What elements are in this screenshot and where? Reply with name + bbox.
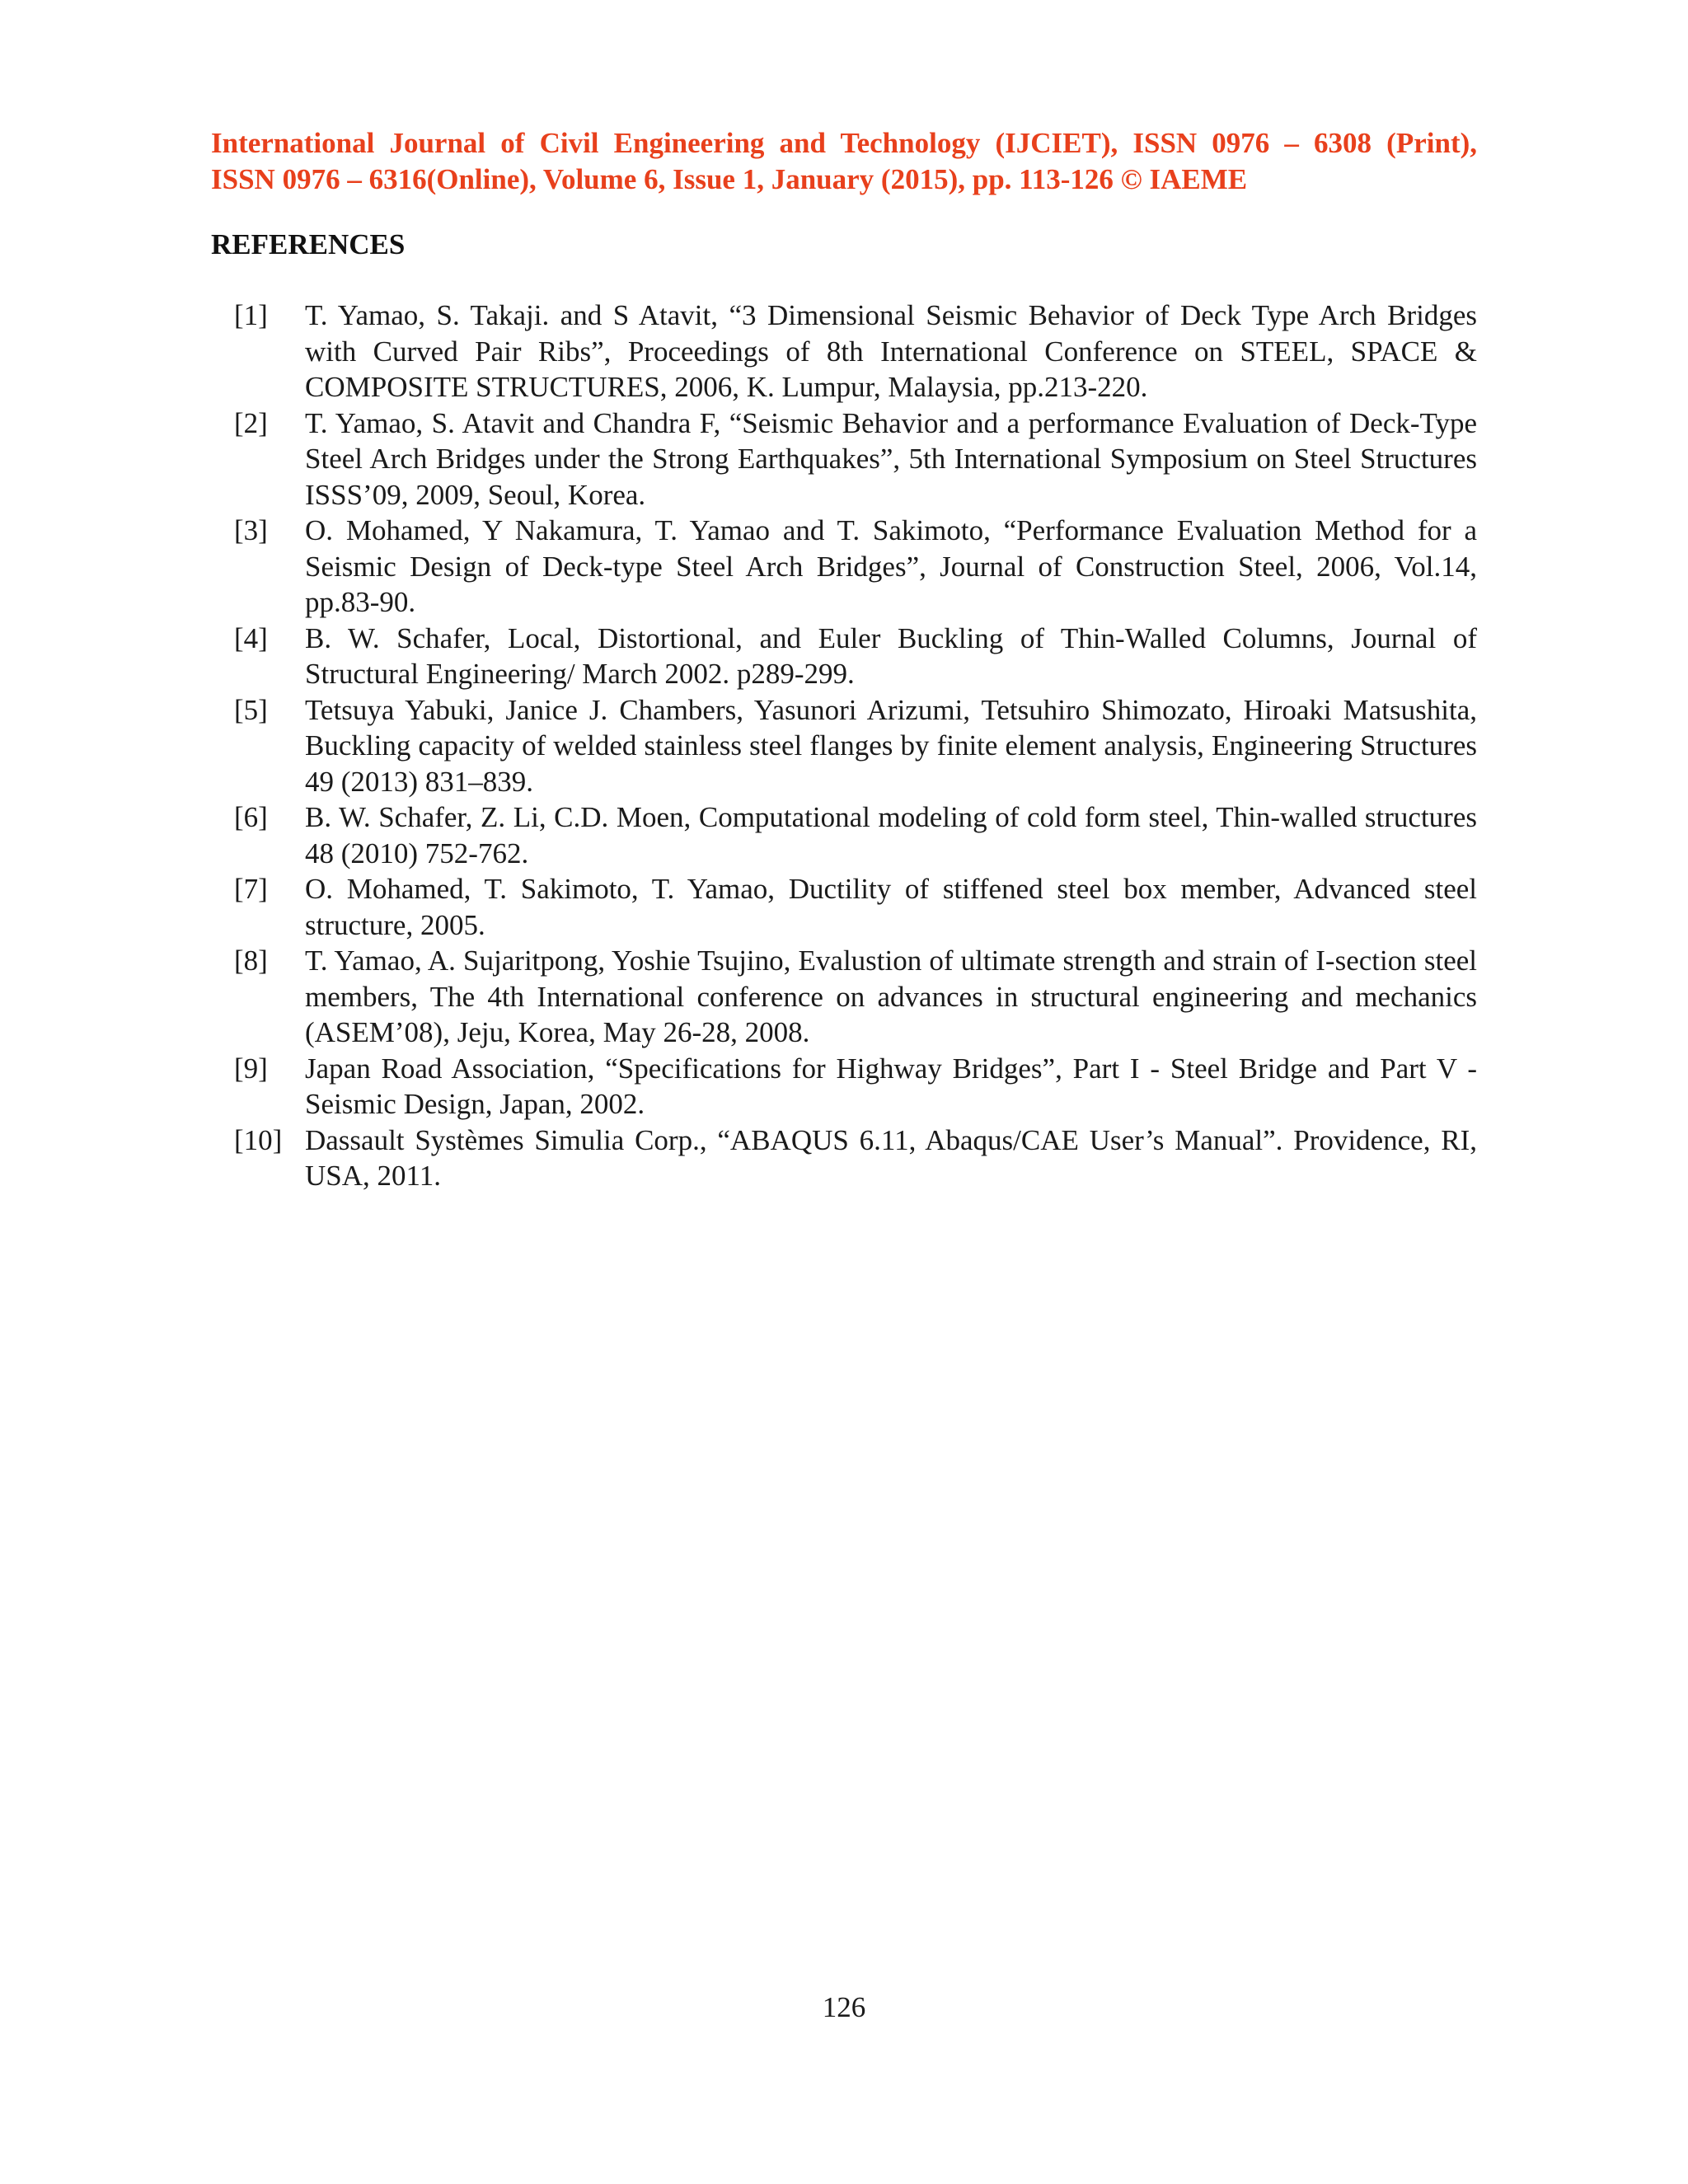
reference-number: [1] [234,299,268,331]
reference-number: [7] [234,873,268,905]
reference-number: [6] [234,801,268,833]
reference-item [234,513,1477,621]
reference-text: Tetsuya Yabuki, Janice J. Chambers, Yasunori Arizumi, Tetsuhiro Shimozato, Hiroaki Matsushita, Buckling capacity of welded stainless steel flanges by finite element analysis, Engineering Structures 49 (2013) 831–839. [305,693,1477,798]
reference-text: Dassault Systèmes Simulia Corp., “ABAQUS 6.11, Abaqus/CAE User’s Manual”. Providence, RI, USA, 2011. [305,1123,1477,1192]
journal-header [211,125,1477,198]
reference-text: B. W. Schafer, Local, Distortional, and Euler Buckling of Thin-Walled Columns, Journal of Structural Engineering/ March 2002. p289-299. [305,621,1477,690]
reference-item [234,405,1477,513]
reference-number: [8] [234,944,268,977]
references-list [234,298,1477,1194]
reference-item [234,943,1477,1051]
reference-item [234,799,1477,871]
reference-item [234,1122,1477,1194]
reference-number: [10] [234,1123,283,1156]
reference-item [234,1051,1477,1122]
reference-number: [4] [234,621,268,654]
reference-item [234,298,1477,405]
reference-text: O. Mohamed, T. Sakimoto, T. Yamao, Ductility of stiffened steel box member, Advanced steel structure, 2005. [305,873,1477,941]
reference-text: T. Yamao, S. Atavit and Chandra F, “Seismic Behavior and a performance Evaluation of Deck-Type Steel Arch Bridges under the Strong Earthquakes”, 5th International Symposium on Steel Structures ISSS’09, 2009, Seoul, Korea. [305,406,1477,511]
reference-number: [2] [234,406,268,439]
journal-header-line-2: ISSN 0976 – 6316(Online), Volume 6, Issue 1, January (2015), pp. 113-126 © IAEME [211,163,1248,195]
reference-text: Japan Road Association, “Specifications for Highway Bridges”, Part I - Steel Bridge and Part V - Seismic Design, Japan, 2002. [305,1052,1477,1120]
reference-item [234,621,1477,692]
reference-item [234,871,1477,943]
reference-number: [5] [234,693,268,726]
reference-text: T. Yamao, A. Sujaritpong, Yoshie Tsujino, Evalustion of ultimate strength and strain of I-section steel members, The 4th International conference on advances in structural engineering and mechanics (ASEM’08), Jeju, Korea, May 26-28, 2008. [305,944,1477,1048]
page-number: 126 [822,1991,866,2023]
reference-text: B. W. Schafer, Z. Li, C.D. Moen, Computational modeling of cold form steel, Thin-walled structures 48 (2010) 752-762. [305,801,1477,869]
reference-number: [3] [234,514,268,546]
reference-item [234,692,1477,800]
journal-header-line-1: International Journal of Civil Engineering and Technology (IJCIET), ISSN 0976 – 6308 (Print), [211,127,1477,159]
references-heading: REFERENCES [211,228,406,260]
reference-text: T. Yamao, S. Takaji. and S Atavit, “3 Dimensional Seismic Behavior of Deck Type Arch Bridges with Curved Pair Ribs”, Proceedings of 8th International Conference on STEEL, SPACE & COMPOSITE STRUCTURES, 2006, K. Lumpur, Malaysia, pp.213-220. [305,299,1477,403]
reference-text: O. Mohamed, Y Nakamura, T. Yamao and T. Sakimoto, “Performance Evaluation Method for a Seismic Design of Deck-type Steel Arch Bridges”, Journal of Construction Steel, 2006, Vol.14, pp.83-90. [305,514,1477,618]
reference-number: [9] [234,1052,268,1085]
